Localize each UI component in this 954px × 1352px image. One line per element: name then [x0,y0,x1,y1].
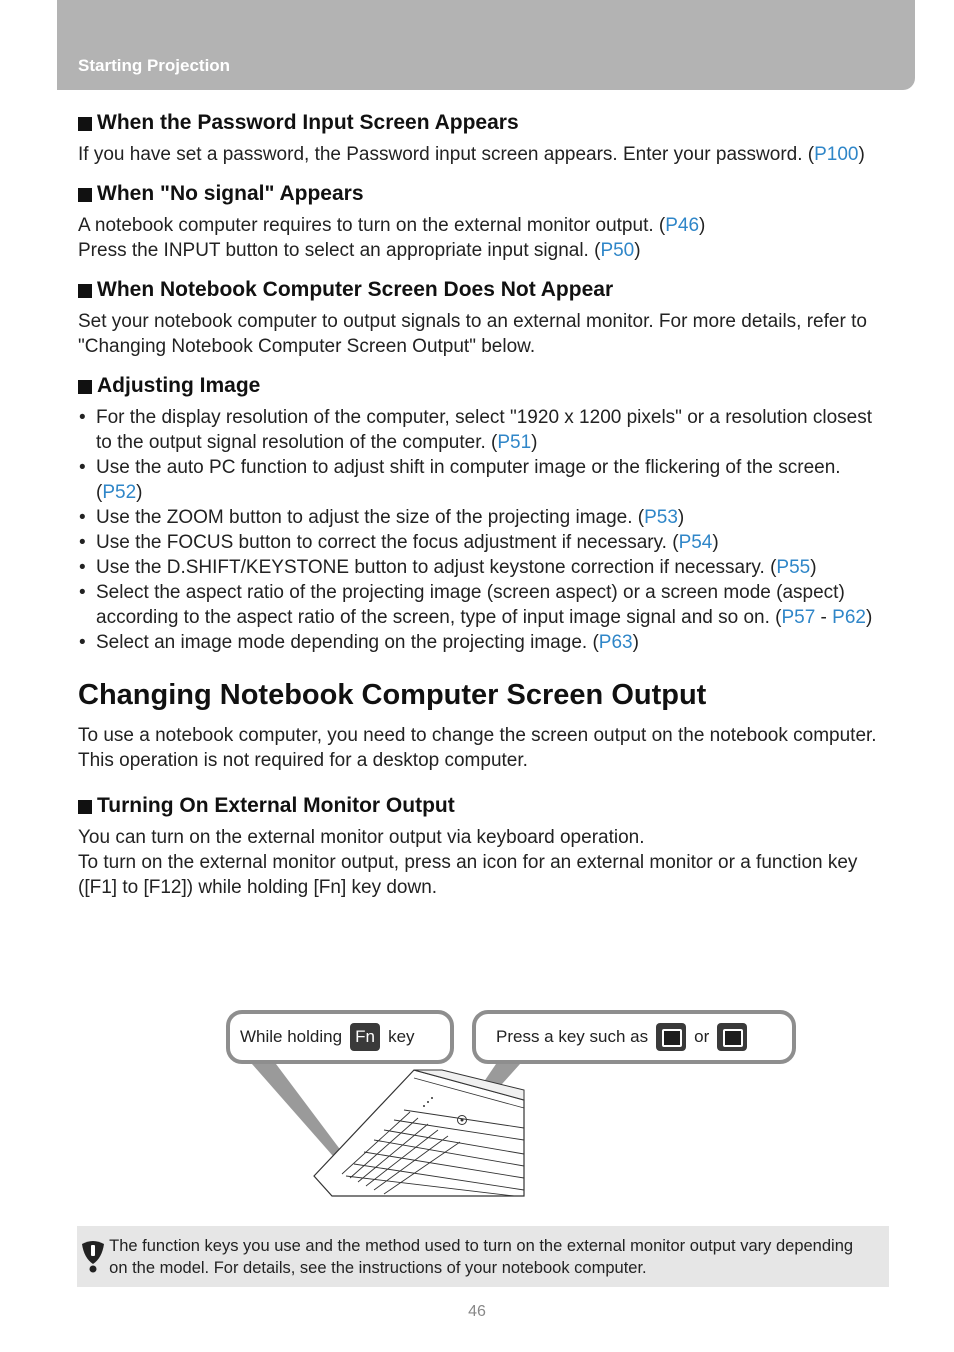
page-link[interactable]: P46 [665,215,700,236]
section-screen-not-appear [78,277,888,359]
list-item: • Use the auto PC function to adjust shift in computer image or the flickering of the screen. (P52) [78,455,888,505]
list-item: • Use the FOCUS button to correct the focus adjustment if necessary. (P54) [78,530,888,555]
page-link[interactable]: P57 [781,607,816,628]
section-password [78,110,888,167]
square-bullet-icon [78,117,92,131]
page-link[interactable]: P50 [600,240,635,261]
section-turning-on [78,793,888,900]
section-heading: Turning On External Monitor Output [78,793,888,819]
section-heading: When the Password Input Screen Appears [78,110,888,136]
page-link[interactable]: P51 [497,432,532,453]
section-heading: When Notebook Computer Screen Does Not Appear [78,277,888,303]
paragraph: A notebook computer requires to turn on the external monitor output. (P46) [78,215,706,236]
list-item: • Use the ZOOM button to adjust the size of the projecting image. (P53) [78,505,888,530]
list-item: • Select an image mode depending on the projecting image. (P63) [78,630,888,655]
paragraph: To turn on the external monitor output, press an icon for an external monitor or a function key ([F1] to [F12]) while holding [Fn] key down. [78,852,858,898]
square-bullet-icon [78,380,92,394]
paragraph: You can turn on the external monitor output via keyboard operation. [78,827,645,848]
callout-press-key: Press a key such as or [472,1010,796,1064]
page-link[interactable]: P100 [814,144,859,165]
page-link[interactable]: P62 [832,607,866,628]
list-item: • For the display resolution of the computer, select "1920 x 1200 pixels" or a resolution closest to the output signal resolution of the computer. (P51) [78,405,888,455]
square-bullet-icon [78,188,92,202]
note-text: The function keys you use and the method used to turn on the external monitor output vary depending on the model. For details, see the instructions of your notebook computer. [109,1236,854,1277]
section-adjusting-image [78,373,888,655]
square-bullet-icon [78,284,92,298]
paragraph: If you have set a password, the Password input screen appears. Enter your password. (P100) [78,144,865,165]
external-monitor-icon [656,1023,686,1051]
page-number: 46 [468,1303,486,1320]
section-heading: Adjusting Image [78,373,888,399]
paragraph: This operation is not required for a desktop computer. [78,750,528,771]
paragraph: To use a notebook computer, you need to change the screen output on the notebook computer. [78,725,877,746]
list-item: • Select the aspect ratio of the projecting image (screen aspect) or a screen mode (aspect) according to the aspect ratio of the screen, type of input image signal and so on. (P57 - P62) [78,580,888,630]
paragraph: Press the INPUT button to select an appropriate input signal. (P50) [78,240,641,261]
caution-note [77,1226,889,1287]
page-link[interactable]: P63 [598,632,633,653]
square-bullet-icon [78,800,92,814]
page-link[interactable]: P55 [776,557,811,578]
page-link[interactable]: P54 [678,532,713,553]
section-label: Starting Projection [78,56,231,75]
keyboard-figure [224,1008,799,1203]
section-no-signal [78,181,888,263]
bullet-list [78,405,888,655]
chapter-title: Changing Notebook Computer Screen Output [78,679,707,711]
section-heading: When "No signal" Appears [78,181,888,207]
callout-hold-fn: While holding Fn key [226,1010,454,1064]
paragraph: Set your notebook computer to output signals to an external monitor. For more details, refer to "Changing Notebook Computer Screen Output" below. [78,311,867,357]
external-monitor-icon [717,1023,747,1051]
page-link[interactable]: P53 [644,507,678,528]
fn-key-icon: Fn [350,1023,380,1051]
header-bar [57,0,915,90]
content [78,110,888,914]
page-link[interactable]: P52 [102,482,137,503]
changing-intro [78,723,888,773]
list-item: • Use the D.SHIFT/KEYSTONE button to adjust keystone correction if necessary. (P55) [78,555,888,580]
caution-icon [77,1240,109,1274]
